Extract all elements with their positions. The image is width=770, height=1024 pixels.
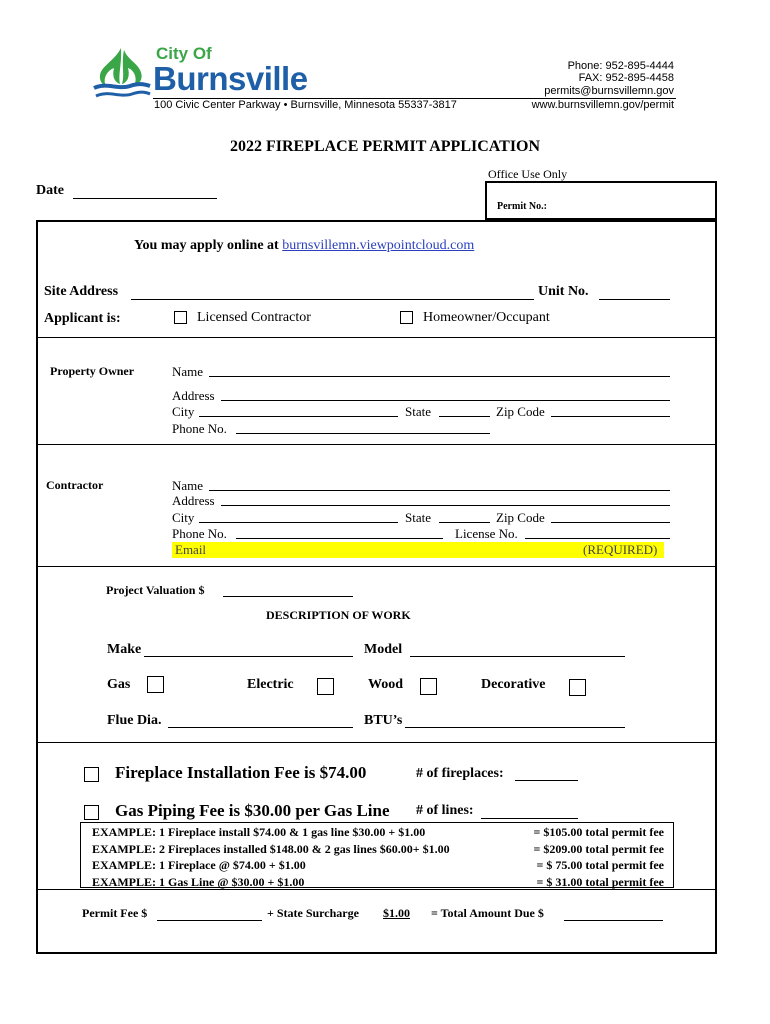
apply-online-text — [134, 238, 474, 254]
decorative-checkbox[interactable] — [569, 679, 586, 696]
logo-burnsville: Burnsville — [153, 60, 308, 97]
owner-phone-field[interactable] — [236, 433, 490, 434]
contractor-name-label: Name — [172, 478, 204, 493]
example-left: EXAMPLE: 1 Fireplace @ $74.00 + $1.00 — [92, 858, 306, 872]
applicant-is-label: Applicant is: — [44, 311, 121, 326]
contractor-zip-field[interactable] — [551, 522, 670, 523]
example-right: = $209.00 total permit fee — [533, 841, 664, 856]
owner-address-field[interactable] — [221, 400, 670, 401]
make-field[interactable] — [144, 656, 353, 657]
licensed-contractor-label: Licensed Contractor — [197, 310, 311, 325]
owner-state-label: State — [405, 404, 431, 419]
example-left: EXAMPLE: 1 Gas Line @ $30.00 + $1.00 — [92, 874, 305, 889]
electric-label: Electric — [247, 677, 294, 692]
state-surcharge-amount: $1.00 — [383, 906, 410, 920]
owner-state-field[interactable] — [439, 416, 490, 417]
wood-label: Wood — [368, 677, 404, 692]
divider-fees — [36, 742, 717, 743]
header-email[interactable]: permits@burnsvillemn.gov — [544, 85, 674, 97]
example-right: = $105.00 total permit fee — [533, 825, 664, 839]
unit-no-field[interactable] — [599, 299, 670, 300]
state-surcharge-label: + State Surcharge — [267, 906, 359, 920]
num-fireplaces-label: # of fireplaces: — [416, 766, 504, 781]
num-lines-label: # of lines: — [416, 803, 474, 818]
permit-fee-label: Permit Fee $ — [82, 906, 148, 920]
contractor-phone-field[interactable] — [236, 538, 443, 539]
gas-checkbox[interactable] — [147, 676, 164, 693]
decorative-label: Decorative — [481, 677, 546, 692]
contractor-address-field[interactable] — [221, 505, 670, 506]
gas-label: Gas — [107, 677, 131, 692]
owner-name-label: Name — [172, 364, 204, 379]
logo-city-of: City Of — [156, 44, 212, 63]
divider-owner — [36, 337, 717, 338]
site-address-field[interactable] — [131, 299, 534, 300]
btu-label: BTU’s — [364, 713, 403, 728]
project-valuation-label: Project Valuation $ — [106, 583, 205, 597]
example-left: EXAMPLE: 1 Fireplace install $74.00 & 1 gas line $30.00 + $1.00 — [92, 825, 426, 839]
btu-field[interactable] — [405, 727, 625, 728]
num-fireplaces-field[interactable] — [515, 780, 578, 781]
owner-name-field[interactable] — [209, 376, 670, 377]
owner-zip-field[interactable] — [551, 416, 670, 417]
site-address-label: Site Address — [44, 284, 119, 299]
city-logo — [88, 40, 154, 106]
property-owner-heading: Property Owner — [50, 364, 135, 378]
header-fax: FAX: 952-895-4458 — [578, 72, 674, 84]
example-left: EXAMPLE: 2 Fireplaces installed $148.00 & 2 gas lines $60.00+ $1.00 — [92, 841, 450, 856]
office-use-label: Office Use Only — [488, 167, 568, 181]
description-of-work-heading: DESCRIPTION OF WORK — [266, 608, 411, 622]
email-required-note: (REQUIRED) — [583, 542, 658, 557]
contractor-address-label: Address — [172, 493, 215, 508]
homeowner-label: Homeowner/Occupant — [423, 310, 550, 325]
page-title: 2022 FIREPLACE PERMIT APPLICATION — [229, 138, 541, 155]
licensed-contractor-checkbox[interactable] — [174, 311, 187, 324]
contractor-state-label: State — [405, 510, 431, 525]
example-row — [92, 874, 664, 891]
installation-fee-label: Fireplace Installation Fee is $74.00 — [115, 763, 367, 782]
flue-dia-label: Flue Dia. — [107, 713, 162, 728]
apply-online-link[interactable]: burnsvillemn.viewpointcloud.com — [282, 238, 475, 253]
fee-examples — [92, 824, 664, 890]
contractor-license-label: License No. — [455, 526, 518, 541]
unit-no-label: Unit No. — [538, 284, 589, 299]
contractor-city-field[interactable] — [199, 522, 398, 523]
divider-work — [36, 566, 717, 567]
owner-zip-label: Zip Code — [496, 404, 545, 419]
header-address: 100 Civic Center Parkway • Burnsville, Minnesota 55337-3817 — [154, 99, 457, 111]
installation-fee-checkbox[interactable] — [84, 767, 99, 782]
make-label: Make — [107, 642, 142, 657]
total-amount-field[interactable] — [564, 920, 663, 921]
owner-phone-label: Phone No. — [172, 421, 227, 436]
owner-city-label: City — [172, 404, 195, 419]
header-website[interactable]: www.burnsvillemn.gov/permit — [531, 99, 674, 111]
example-row — [92, 824, 664, 841]
owner-address-label: Address — [172, 388, 215, 403]
model-field[interactable] — [410, 656, 625, 657]
example-row — [92, 857, 664, 874]
example-row — [92, 841, 664, 858]
project-valuation-field[interactable] — [223, 596, 353, 597]
permit-fee-field[interactable] — [157, 920, 262, 921]
wood-checkbox[interactable] — [420, 678, 437, 695]
contractor-state-field[interactable] — [439, 522, 490, 523]
flue-dia-field[interactable] — [168, 727, 353, 728]
owner-city-field[interactable] — [199, 416, 398, 417]
header-phone: Phone: 952-895-4444 — [567, 60, 674, 72]
total-amount-label: = Total Amount Due $ — [431, 906, 544, 920]
divider-contractor — [36, 444, 717, 445]
date-label: Date — [36, 183, 64, 198]
homeowner-checkbox[interactable] — [400, 311, 413, 324]
electric-checkbox[interactable] — [317, 678, 334, 695]
num-lines-field[interactable] — [481, 818, 578, 819]
model-label: Model — [364, 642, 403, 657]
contractor-heading: Contractor — [46, 478, 104, 492]
contractor-city-label: City — [172, 510, 195, 525]
contractor-email-label: Email — [175, 542, 207, 557]
gas-piping-fee-checkbox[interactable] — [84, 805, 99, 820]
contractor-license-field[interactable] — [525, 538, 670, 539]
contractor-phone-label: Phone No. — [172, 526, 227, 541]
contractor-name-field[interactable] — [209, 490, 670, 491]
example-right: = $ 75.00 total permit fee — [536, 858, 664, 872]
date-field[interactable] — [73, 198, 217, 199]
apply-online-label: You may apply online at — [134, 238, 283, 253]
example-right: = $ 31.00 total permit fee — [536, 874, 664, 889]
contractor-zip-label: Zip Code — [496, 510, 545, 525]
gas-piping-fee-label: Gas Piping Fee is $30.00 per Gas Line — [115, 801, 390, 820]
permit-no-label: Permit No.: — [497, 201, 547, 212]
